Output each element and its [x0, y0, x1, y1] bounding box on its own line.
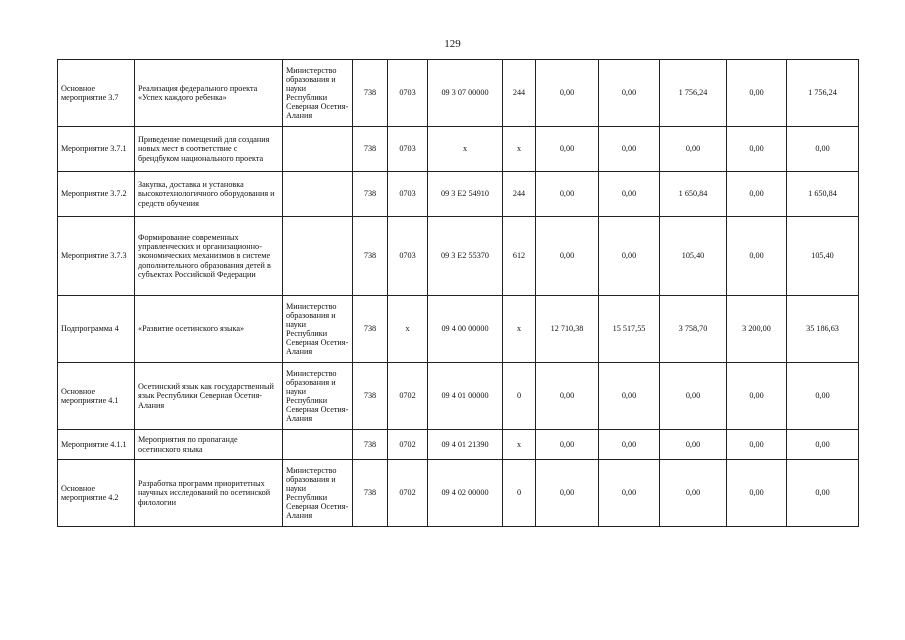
year3-cell: 0,00: [660, 127, 727, 172]
year2-cell: 0,00: [599, 430, 660, 460]
vr-cell: 244: [503, 60, 536, 127]
year1-cell: 0,00: [536, 60, 599, 127]
year4-cell: 0,00: [727, 363, 787, 430]
year1-cell: 0,00: [536, 460, 599, 527]
csr-cell: 09 4 00 00000: [428, 296, 503, 363]
year2-cell: 0,00: [599, 460, 660, 527]
vr-cell: 612: [503, 217, 536, 296]
status-cell: Основное мероприятие 3.7: [58, 60, 135, 127]
year2-cell: 0,00: [599, 172, 660, 217]
status-cell: Мероприятие 3.7.1: [58, 127, 135, 172]
total-cell: 105,40: [787, 217, 859, 296]
grbs-cell: 738: [353, 217, 388, 296]
year4-cell: 0,00: [727, 172, 787, 217]
csr-cell: 09 4 02 00000: [428, 460, 503, 527]
year2-cell: 0,00: [599, 363, 660, 430]
year4-cell: 0,00: [727, 60, 787, 127]
name-cell: Разработка программ приоритетных научных исследований по осетинской филологии: [135, 460, 283, 527]
year4-cell: 0,00: [727, 460, 787, 527]
grbs-cell: 738: [353, 127, 388, 172]
table-row: [58, 60, 859, 127]
grbs-cell: 738: [353, 460, 388, 527]
budget-table: [57, 59, 859, 527]
year1-cell: 0,00: [536, 127, 599, 172]
rzpr-cell: 0703: [388, 127, 428, 172]
rzpr-cell: 0703: [388, 60, 428, 127]
table-row: [58, 296, 859, 363]
total-cell: 0,00: [787, 430, 859, 460]
executor-cell: Министерство образования и науки Республики Северная Осетия-Алания: [283, 296, 353, 363]
name-cell: Приведение помещений для создания новых мест в соответствие с брендбуком национального проекта: [135, 127, 283, 172]
year3-cell: 0,00: [660, 460, 727, 527]
csr-cell: 09 3 Е2 54910: [428, 172, 503, 217]
name-cell: Осетинский язык как государственный язык Республики Северная Осетия-Алания: [135, 363, 283, 430]
rzpr-cell: х: [388, 296, 428, 363]
executor-cell: Министерство образования и науки Республики Северная Осетия-Алания: [283, 60, 353, 127]
csr-cell: 09 4 01 00000: [428, 363, 503, 430]
table-row: [58, 172, 859, 217]
rzpr-cell: 0702: [388, 460, 428, 527]
grbs-cell: 738: [353, 296, 388, 363]
total-cell: 0,00: [787, 127, 859, 172]
rzpr-cell: 0702: [388, 363, 428, 430]
year4-cell: 0,00: [727, 430, 787, 460]
year4-cell: 0,00: [727, 217, 787, 296]
year2-cell: 0,00: [599, 60, 660, 127]
table-row: [58, 217, 859, 296]
vr-cell: 244: [503, 172, 536, 217]
grbs-cell: 738: [353, 60, 388, 127]
page-number: 129: [444, 38, 461, 50]
grbs-cell: 738: [353, 172, 388, 217]
executor-cell: Министерство образования и науки Республики Северная Осетия-Алания: [283, 363, 353, 430]
vr-cell: 0: [503, 460, 536, 527]
year1-cell: 0,00: [536, 217, 599, 296]
total-cell: 1 650,84: [787, 172, 859, 217]
total-cell: 35 186,63: [787, 296, 859, 363]
year4-cell: 0,00: [727, 127, 787, 172]
vr-cell: х: [503, 296, 536, 363]
status-cell: Основное мероприятие 4.2: [58, 460, 135, 527]
executor-cell: Министерство образования и науки Республики Северная Осетия-Алания: [283, 460, 353, 527]
status-cell: Основное мероприятие 4.1: [58, 363, 135, 430]
executor-cell: [283, 430, 353, 460]
csr-cell: 09 3 Е2 55370: [428, 217, 503, 296]
rzpr-cell: 0703: [388, 172, 428, 217]
year3-cell: 3 758,70: [660, 296, 727, 363]
csr-cell: 09 4 01 21390: [428, 430, 503, 460]
name-cell: Реализация федерального проекта «Успех каждого ребенка»: [135, 60, 283, 127]
year1-cell: 12 710,38: [536, 296, 599, 363]
csr-cell: х: [428, 127, 503, 172]
rzpr-cell: 0702: [388, 430, 428, 460]
table-row: [58, 460, 859, 527]
grbs-cell: 738: [353, 430, 388, 460]
name-cell: «Развитие осетинского языка»: [135, 296, 283, 363]
year3-cell: 1 650,84: [660, 172, 727, 217]
year3-cell: 0,00: [660, 430, 727, 460]
year2-cell: 15 517,55: [599, 296, 660, 363]
year3-cell: 105,40: [660, 217, 727, 296]
year1-cell: 0,00: [536, 430, 599, 460]
rzpr-cell: 0703: [388, 217, 428, 296]
status-cell: Мероприятие 3.7.3: [58, 217, 135, 296]
year2-cell: 0,00: [599, 217, 660, 296]
status-cell: Мероприятие 4.1.1: [58, 430, 135, 460]
name-cell: Закупка, доставка и установка высокотехнологичного оборудования и средств обучения: [135, 172, 283, 217]
executor-cell: [283, 217, 353, 296]
table-row: [58, 363, 859, 430]
total-cell: 1 756,24: [787, 60, 859, 127]
total-cell: 0,00: [787, 363, 859, 430]
vr-cell: х: [503, 430, 536, 460]
year3-cell: 0,00: [660, 363, 727, 430]
table-row: [58, 127, 859, 172]
year3-cell: 1 756,24: [660, 60, 727, 127]
table-row: [58, 430, 859, 460]
total-cell: 0,00: [787, 460, 859, 527]
year1-cell: 0,00: [536, 363, 599, 430]
status-cell: Подпрограмма 4: [58, 296, 135, 363]
vr-cell: 0: [503, 363, 536, 430]
year2-cell: 0,00: [599, 127, 660, 172]
csr-cell: 09 3 07 00000: [428, 60, 503, 127]
name-cell: Мероприятия по пропаганде осетинского языка: [135, 430, 283, 460]
grbs-cell: 738: [353, 363, 388, 430]
executor-cell: [283, 172, 353, 217]
name-cell: Формирование современных управленческих и организационно-экономических механизмов в системе дополнительного образования детей в субъектах Российской Федерации: [135, 217, 283, 296]
year1-cell: 0,00: [536, 172, 599, 217]
year4-cell: 3 200,00: [727, 296, 787, 363]
executor-cell: [283, 127, 353, 172]
vr-cell: х: [503, 127, 536, 172]
status-cell: Мероприятие 3.7.2: [58, 172, 135, 217]
